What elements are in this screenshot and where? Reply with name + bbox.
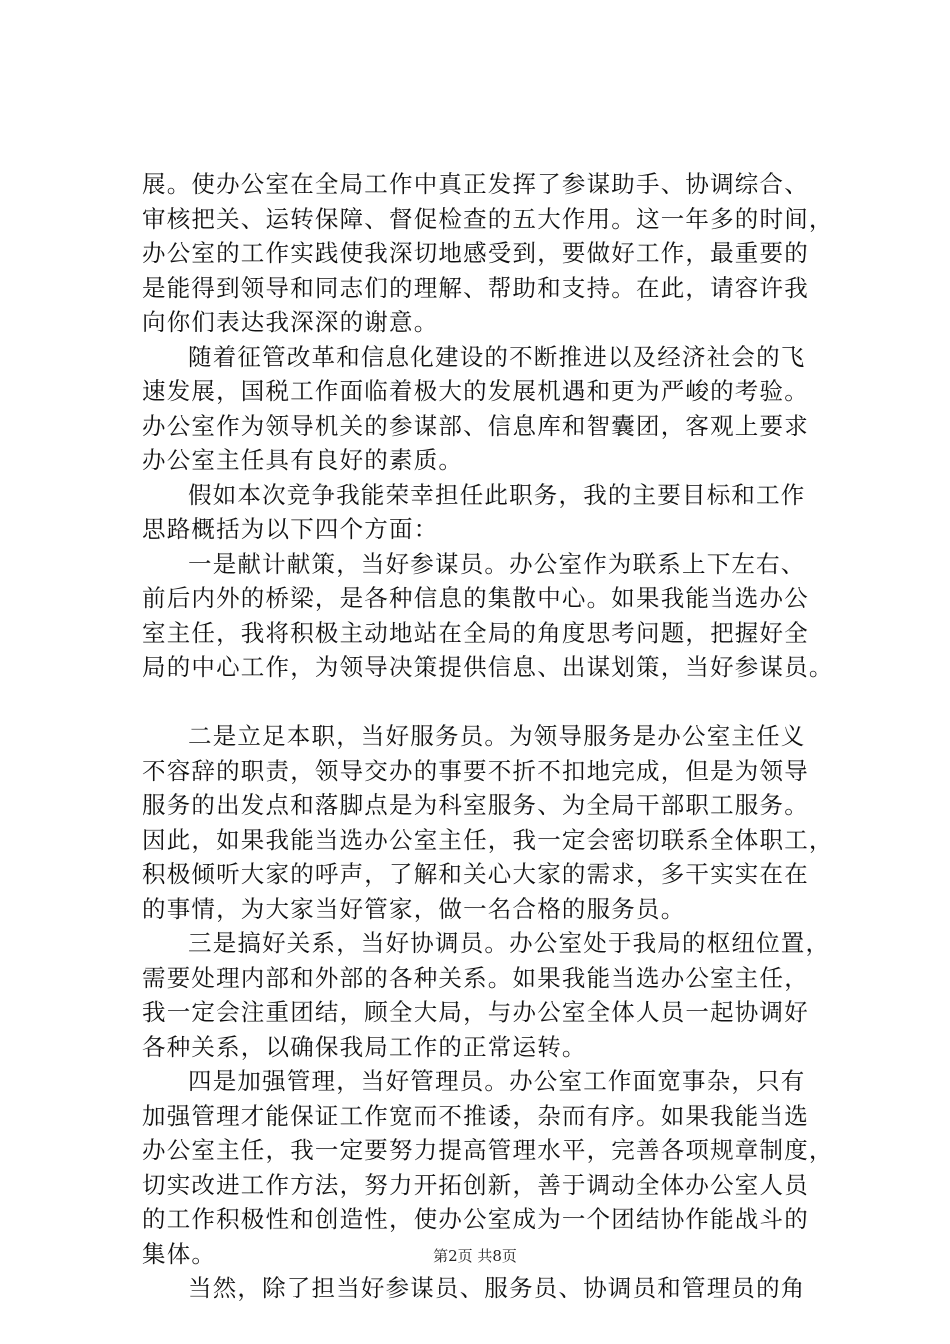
text-line: 办公室作为领导机关的参谋部、信息库和智囊团，客观上要求 <box>142 411 809 440</box>
text-line: 需要处理内部和外部的各种关系。如果我能当选办公室主任， <box>142 963 809 992</box>
text-line: 审核把关、运转保障、督促检查的五大作用。这一年多的时间， <box>142 204 834 233</box>
page-footer: 第2页 共8页 <box>433 1247 517 1265</box>
text-line: 各种关系，以确保我局工作的正常运转。 <box>142 1032 587 1061</box>
text-line: 室主任，我将积极主动地站在全局的角度思考问题，把握好全 <box>142 618 809 647</box>
text-line: 展。使办公室在全局工作中真正发挥了参谋助手、协调综合、 <box>142 170 809 198</box>
document-body <box>142 167 862 1306</box>
text-line: 前后内外的桥梁，是各种信息的集散中心。如果我能当选办公 <box>142 584 809 612</box>
text-line: 加强管理才能保证工作宽而不推诿，杂而有序。如果我能当选 <box>142 1101 809 1130</box>
text-line: 办公室的工作实践使我深切地感受到，要做好工作，最重要的 <box>142 239 809 267</box>
text-line: 二是立足本职，当好服务员。为领导服务是办公室主任义 <box>188 722 806 750</box>
text-line: 积极倾听大家的呼声，了解和关心大家的需求，多干实实在在 <box>142 860 809 888</box>
text-line: 向你们表达我深深的谢意。 <box>142 308 439 336</box>
text-line: 的事情，为大家当好管家，做一名合格的服务员。 <box>142 894 686 923</box>
text-line: 是能得到领导和同志们的理解、帮助和支持。在此，请容许我 <box>142 273 809 302</box>
text-line: 当然，除了担当好参谋员、服务员、协调员和管理员的角 <box>188 1274 806 1302</box>
text-line: 办公室主任具有良好的素质。 <box>142 446 464 474</box>
text-line: 局的中心工作，为领导决策提供信息、出谋划策，当好参谋员。 <box>142 653 834 681</box>
text-line: 办公室主任，我一定要努力提高管理水平，完善各项规章制度， <box>142 1136 834 1164</box>
text-line: 速发展，国税工作面临着极大的发展机遇和更为严峻的考验。 <box>142 377 809 405</box>
text-line: 随着征管改革和信息化建设的不断推进以及经济社会的飞 <box>188 342 806 371</box>
text-line: 三是搞好关系，当好协调员。办公室处于我局的枢纽位置， <box>188 929 831 957</box>
text-line <box>142 685 862 720</box>
text-line: 不容辞的职责，领导交办的事要不折不扣地完成，但是为领导 <box>142 756 809 785</box>
text-line: 假如本次竞争我能荣幸担任此职务，我的主要目标和工作 <box>188 480 806 509</box>
text-line: 一是献计献策，当好参谋员。办公室作为联系上下左右、 <box>188 549 806 578</box>
text-line: 四是加强管理，当好管理员。办公室工作面宽事杂，只有 <box>188 1067 806 1095</box>
text-line: 的工作积极性和创造性，使办公室成为一个团结协作能战斗的 <box>142 1205 809 1233</box>
text-line: 集体。 <box>142 1239 217 1268</box>
text-line: 因此，如果我能当选办公室主任，我一定会密切联系全体职工， <box>142 825 834 854</box>
text-line: 思路概括为以下四个方面： <box>142 515 439 543</box>
text-line: 我一定会注重团结，顾全大局，与办公室全体人员一起协调好 <box>142 998 809 1026</box>
text-line: 切实改进工作方法，努力开拓创新，善于调动全体办公室人员 <box>142 1170 809 1199</box>
text-line: 服务的出发点和落脚点是为科室服务、为全局干部职工服务。 <box>142 791 809 819</box>
